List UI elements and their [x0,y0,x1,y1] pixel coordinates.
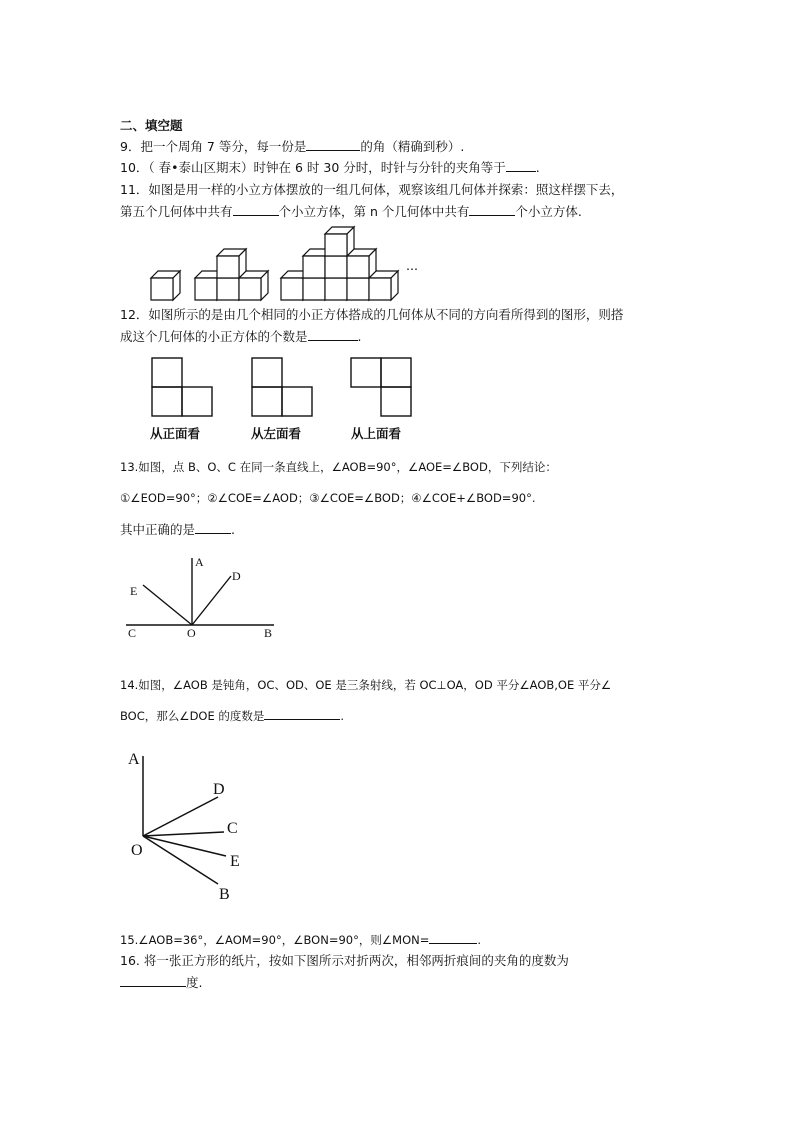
ray-oc [143,832,224,836]
q9-text-b: 的角（精确到秒）. [360,139,465,154]
q13-text-b: . [231,522,235,537]
section-title: 二、填空题 [120,118,183,133]
question-13-line2: ①∠EOD=90°；②∠COE=∠AOD；③∠COE=∠BOD；④∠COE+∠BOD=90°. [120,491,536,505]
q14-text-a: BOC，那么∠DOE 的度数是 [120,709,265,723]
label-e: E [130,584,138,598]
question-16-line1: 16. 将一张正方形的纸片，按如下图所示对折两次，相邻两折痕间的夹角的度数为 [120,953,569,968]
ray-ob [143,836,218,884]
label-o: O [187,626,196,640]
label-a: A [128,751,140,768]
question-12-line1: 12．如图所示的是由几个相同的小正方体搭成的几何体从不同的方向看所得到的图形，则搭 [120,307,624,322]
question-16-line2 [120,975,202,991]
q15-text-b: . [477,933,482,947]
label-e: E [230,853,240,870]
q16-text-b: 度. [186,975,203,990]
label-d: D [213,781,225,798]
label-b: B [264,626,273,640]
label-c: C [227,820,238,837]
q15-text-a: 15.∠AOB=36°，∠AOM=90°，∠BON=90°，则∠MON= [120,933,430,947]
q11-text-c: 个小立方体. [515,204,582,219]
caption-front-view: 从正面看 [150,426,201,441]
question-13-line1: 13.如图，点 B、O、C 在同一条直线上，∠AOB=90°，∠AOE=∠BOD，下列结论： [120,460,557,474]
question-11-line1: 11．如图是用一样的小立方体摆放的一组几何体，观察该组几何体并探索：照这样摆下去， [120,182,624,197]
answer-blank[interactable] [120,975,186,987]
ray-oe [143,836,226,856]
question-15 [120,932,481,948]
answer-blank[interactable] [429,932,477,944]
label-d: D [232,569,241,583]
caption-top-view: 从上面看 [351,426,402,441]
q12-text-a: 成这个几何体的小正方体的个数是 [120,329,308,344]
q13-text-a: 其中正确的是 [120,522,196,537]
caption-left-view: 从左面看 [251,426,302,441]
label-o: O [131,842,143,859]
q11-text-b: 个小立方体，第 n 个几何体中共有 [278,204,470,219]
label-b: B [219,886,230,903]
q11-text-a: 第五个几何体中共有 [120,204,233,219]
label-a: A [195,555,204,569]
label-c: C [128,626,137,640]
q12-text-b: . [357,329,362,344]
ellipsis: … [406,259,418,273]
q9-text-a: 9．把一个周角 7 等分，每一份是 [120,139,307,154]
question-14-line1: 14.如图，∠AOB 是钝角，OC、OD、OE 是三条射线，若 OC⊥OA，OD 平分∠AOB,OE 平分∠ [120,678,612,692]
q14-text-b: . [340,709,345,723]
q10-text-b: . [535,160,540,175]
q10-text-a: 10．（ 春•泰山区期末）时钟在 6 时 30 分时，时针与分针的夹角等于 [120,160,506,175]
ray-od [143,797,218,836]
